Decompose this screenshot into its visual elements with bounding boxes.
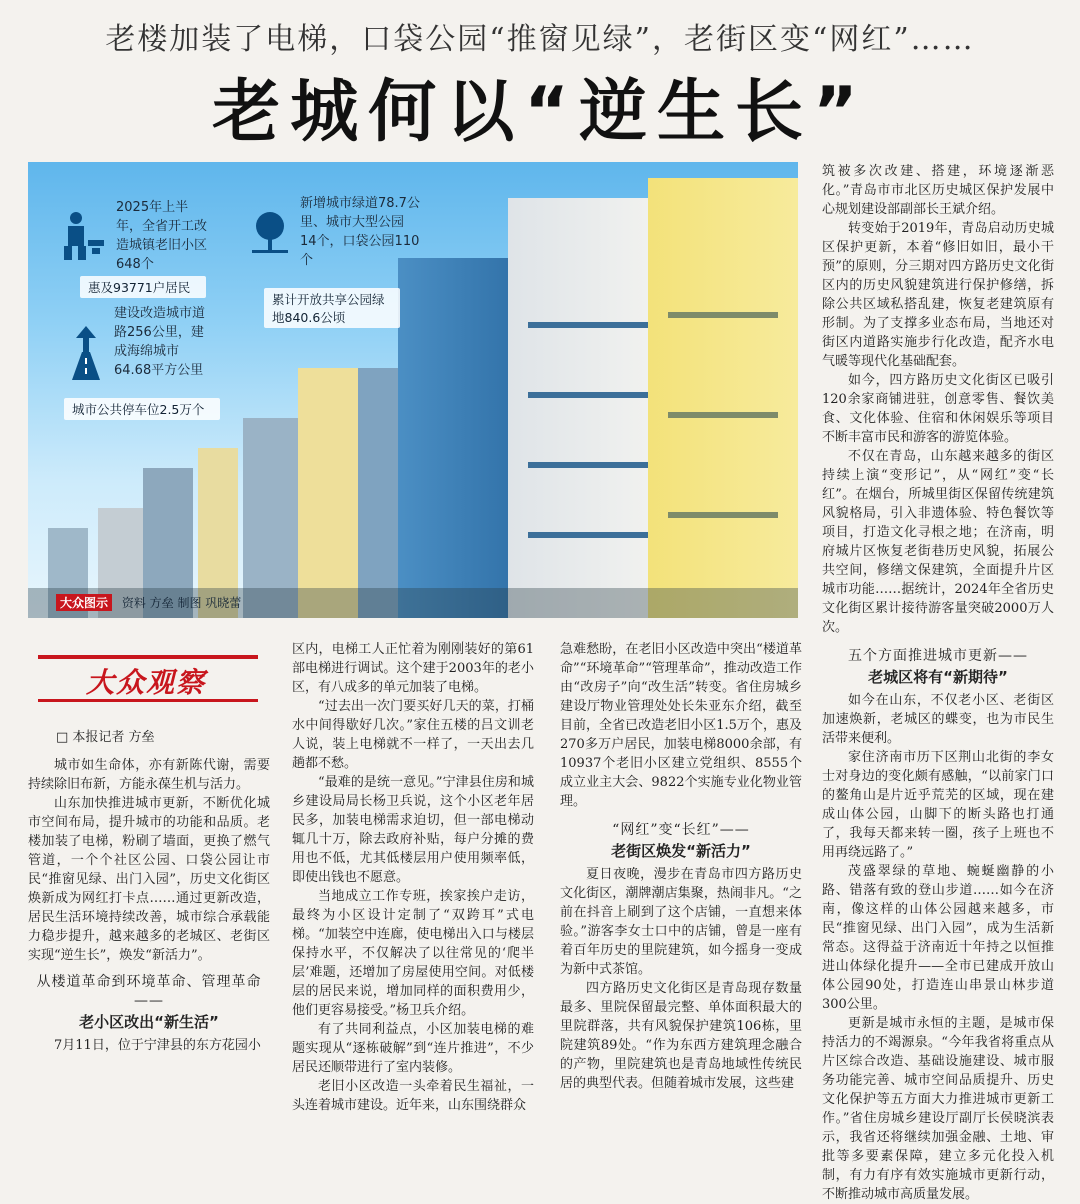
paragraph: “过去出一次门要买好几天的菜，打桶水中间得歇好几次。”家住五楼的吕文训老人说，装上电梯就不一样了，一天出去几趟都不愁。 [292,699,534,771]
paragraph: 茂盛翠绿的草地、蜿蜒幽静的小路、错落有致的登山步道……如今在济南，像这样的山体公园越来越多，市民“推窗见绿、出门入园”，成为生活新常态。这得益于济南近十年持之以恒推进山体绿化提升——全市已建成开放山体公园90处，打造连山串景山林步道300公里。 [822,864,1054,1012]
column-name: 大众观察 [86,666,207,699]
paragraph: 家住济南市历下区荆山北街的李女士对身边的变化颇有感触，“以前家门口的鳌角山是片近乎荒芜的区域，现在建成山体公园，山脚下的断头路也打通了，我每天都来转一圈，孩子上班也不用再绕远路了。” [822,750,1054,860]
main-headline: 老城何以“逆生长” [212,73,868,152]
building-window-band-5 [668,512,778,518]
stat-roads-sponge: 建设改造城市道路256公里，建成海绵城市64.68平方公里 [114,306,206,378]
paragraph: 不仅在青岛，山东越来越多的街区持续上演“变形记”，从“网红”变“长红”。在烟台，所城里街区保留传统建筑风貌格局，引入非遗体验、特色餐饮等项目，打造文化寻根之地；在济南，明府城片区恢复老街巷历史风貌，拓展公共空间，修缮文保建筑，全面提升片区城市功能……据统计，2024年全省历史文化街区累计接待游客量突破2000万人次。 [822,449,1054,635]
column-1 [28,756,270,1055]
building-window-band-7 [668,312,778,318]
banner-bottom-rule [38,699,258,702]
road-sign-icon [62,324,110,380]
paragraph: 如今在山东，不仅老小区、老街区加速焕新，老城区的蝶变，也为市民生活带来便利。 [822,693,1054,746]
subhead-title: 老城区将有“新期待” [868,668,1008,686]
subhead-title: 老街区焕发“新活力” [611,842,751,860]
stat-old-communities: 2025年上半年，全省开工改造城镇老旧小区648个 [116,200,208,272]
paragraph: 7月11日，位于宁津县的东方花园小 [54,1038,261,1053]
column-2 [292,640,534,1115]
paragraph: 转变始于2019年，青岛启动历史城区保护更新，本着“修旧如旧，最小干预”的原则，分三期对四方路历史文化街区内的历史风貌建筑进行保护修缮，拆除公共区域私搭乱建，恢复老建筑原有形制。为了支撑多业态布局，当地还对街区内道路实施步行化改造，配齐水电气暖等现代化基础配套。 [822,221,1054,369]
paragraph: 筑被多次改建、搭建，环境逐渐恶化。”青岛市市北区历史城区保护发展中心规划建设部副部长王斌介绍。 [822,164,1054,217]
building-right-yellow [648,178,798,618]
paragraph: 有了共同利益点，小区加装电梯的难题实现从“逐栋破解”到“连片推进”，不少居民还顺带进行了室内装修。 [292,1022,534,1075]
subhead-lead: “网红”变“长红”—— [612,822,750,838]
paragraph: 山东加快推进城市更新，不断优化城市空间布局，提升城市的功能和品质。老楼加装了电梯，粉刷了墙面，更换了燃气管道，一个个社区公园、口袋公园让市民“推窗见绿、出门入园”，历史文化街区焕新成为网红打卡点……通过更新改造，居民生活环境持续改善，城市综合承载能力稳步提升，越来越多的老城区、老街区实现“逆生长”，焕发“新活力”。 [28,796,270,963]
building-window-band-1 [528,532,648,538]
subhead-lead: 五个方面推进城市更新—— [848,648,1028,664]
paragraph: 老旧小区改造一头牵着民生福祉，一头连着城市建设。近年来，山东围绕群众 [292,1079,534,1113]
feature-photo [28,162,798,618]
column-3 [560,640,802,1093]
paragraph: 四方路历史文化街区是青岛现存数量最多、里院保留最完整、单体面积最大的里院群落，共有风貌保护建筑106栋，里院建筑89处。“作为东西方建筑理念融合的产物，里院建筑也是青岛地域性传统民居的典型代表。但随着城市发展，这些建 [560,981,802,1091]
worker-icon [60,210,108,260]
building-window-band-6 [668,412,778,418]
paragraph: 城市如生命体，亦有新陈代谢，需要持续除旧布新，方能永葆生机与活力。 [28,758,270,792]
byline: □ 本报记者 方垒 [56,730,155,745]
kicker-headline: 老楼加装了电梯，口袋公园“推窗见绿”，老街区变“网红”…… [105,22,975,57]
paragraph: 当地成立工作专班，挨家挨户走访，最终为小区设计定制了“双跨耳”式电梯。“加装空中连廊，使电梯出入口与楼层保持水平，不仅解决了以往常见的‘爬半层’难题，还增加了房屋使用空间。对低楼层的居民来说，增加同样的面积费用少，他们更容易接受。”杨卫兵介绍。 [292,889,534,1018]
paragraph: 更新是城市永恒的主题，是城市保持活力的不竭源泉。“今年我省将重点从片区综合改造、基础设施建设、城市服务功能完善、城市空间品质提升、历史文化保护等五方面大力推进城市更新工作。”省住房城乡建设厅副厅长侯晓滨表示，我省还将继续加强金融、土地、审批等多要素保障，建立多元化投入机制，有力有序有效实施城市更新行动，不断推动城市高质量发展。 [822,1016,1054,1202]
building-mid-5 [358,368,398,618]
paragraph: 区内，电梯工人正忙着为刚刚装好的第61部电梯进行调试。这个建于2003年的老小区，有八成多的单元加装了电梯。 [292,642,534,695]
column-4 [822,162,1054,1204]
building-main [508,198,668,618]
stat-parking-pill: 城市公共停车位2.5万个 [64,398,220,420]
dazhong-graphic-logo: 大众图示 [56,594,112,611]
photo-credit [56,594,241,611]
building-window-band-3 [528,392,648,398]
paragraph: 夏日夜晚，漫步在青岛市四方路历史文化街区，潮牌潮店集聚，热闹非凡。“之前在抖音上刷到了这个店铺，一直想来体验。”游客李女士口中的店铺，曾是一座有着百年历史的里院建筑，如今摇身一变成为新中式茶馆。 [560,867,802,977]
paragraph: “最难的是统一意见。”宁津县住房和城乡建设局局长杨卫兵说，这个小区老年居民多，加装电梯需求迫切，但一部电梯动辄几十万，除去政府补贴，每户分摊的费用也不低，尤其低楼层用户使用频率低，即使出钱也不愿意。 [292,775,534,885]
stat-greenways-parks: 新增城市绿道78.7公里、城市大型公园14个，口袋公园110个 [300,196,420,268]
paragraph: 如今，四方路历史文化街区已吸引120余家商铺进驻，创意零售、餐饮美食、文化体验、住宿和休闲娱乐等项目不断丰富市民和游客的游览体验。 [822,373,1054,445]
stat-green-area-pill: 累计开放共享公园绿地840.6公顷 [264,288,400,328]
building-window-band-2 [528,462,648,468]
credit-text: 资料 方垒 制图 巩晓蕾 [121,596,242,610]
subhead-title: 老小区改出“新生活” [79,1013,219,1031]
banner-top-rule [38,655,258,659]
stat-residents-pill: 惠及93771户居民 [80,276,206,298]
paragraph: 急难愁盼，在老旧小区改造中突出“楼道革命”“环境革命”“管理革命”，推动改造工作由“改房子”向“改生活”转变。省住房城乡建设厅物业管理处处长朱亚东介绍，截至目前，全省已改造老旧小区1.5万个，惠及270多万户居民，加装电梯8000余部，有10937个老旧小区建立党组织、8555个成立业主大会、9822个实施专业化物业管理。 [560,642,802,809]
building-window-band-4 [528,322,648,328]
building-mid-4 [298,368,358,618]
column-banner [38,655,258,703]
tree-park-icon [248,210,292,254]
subhead-lead: 从楼道革命到环境革命、管理革命—— [36,974,262,1009]
